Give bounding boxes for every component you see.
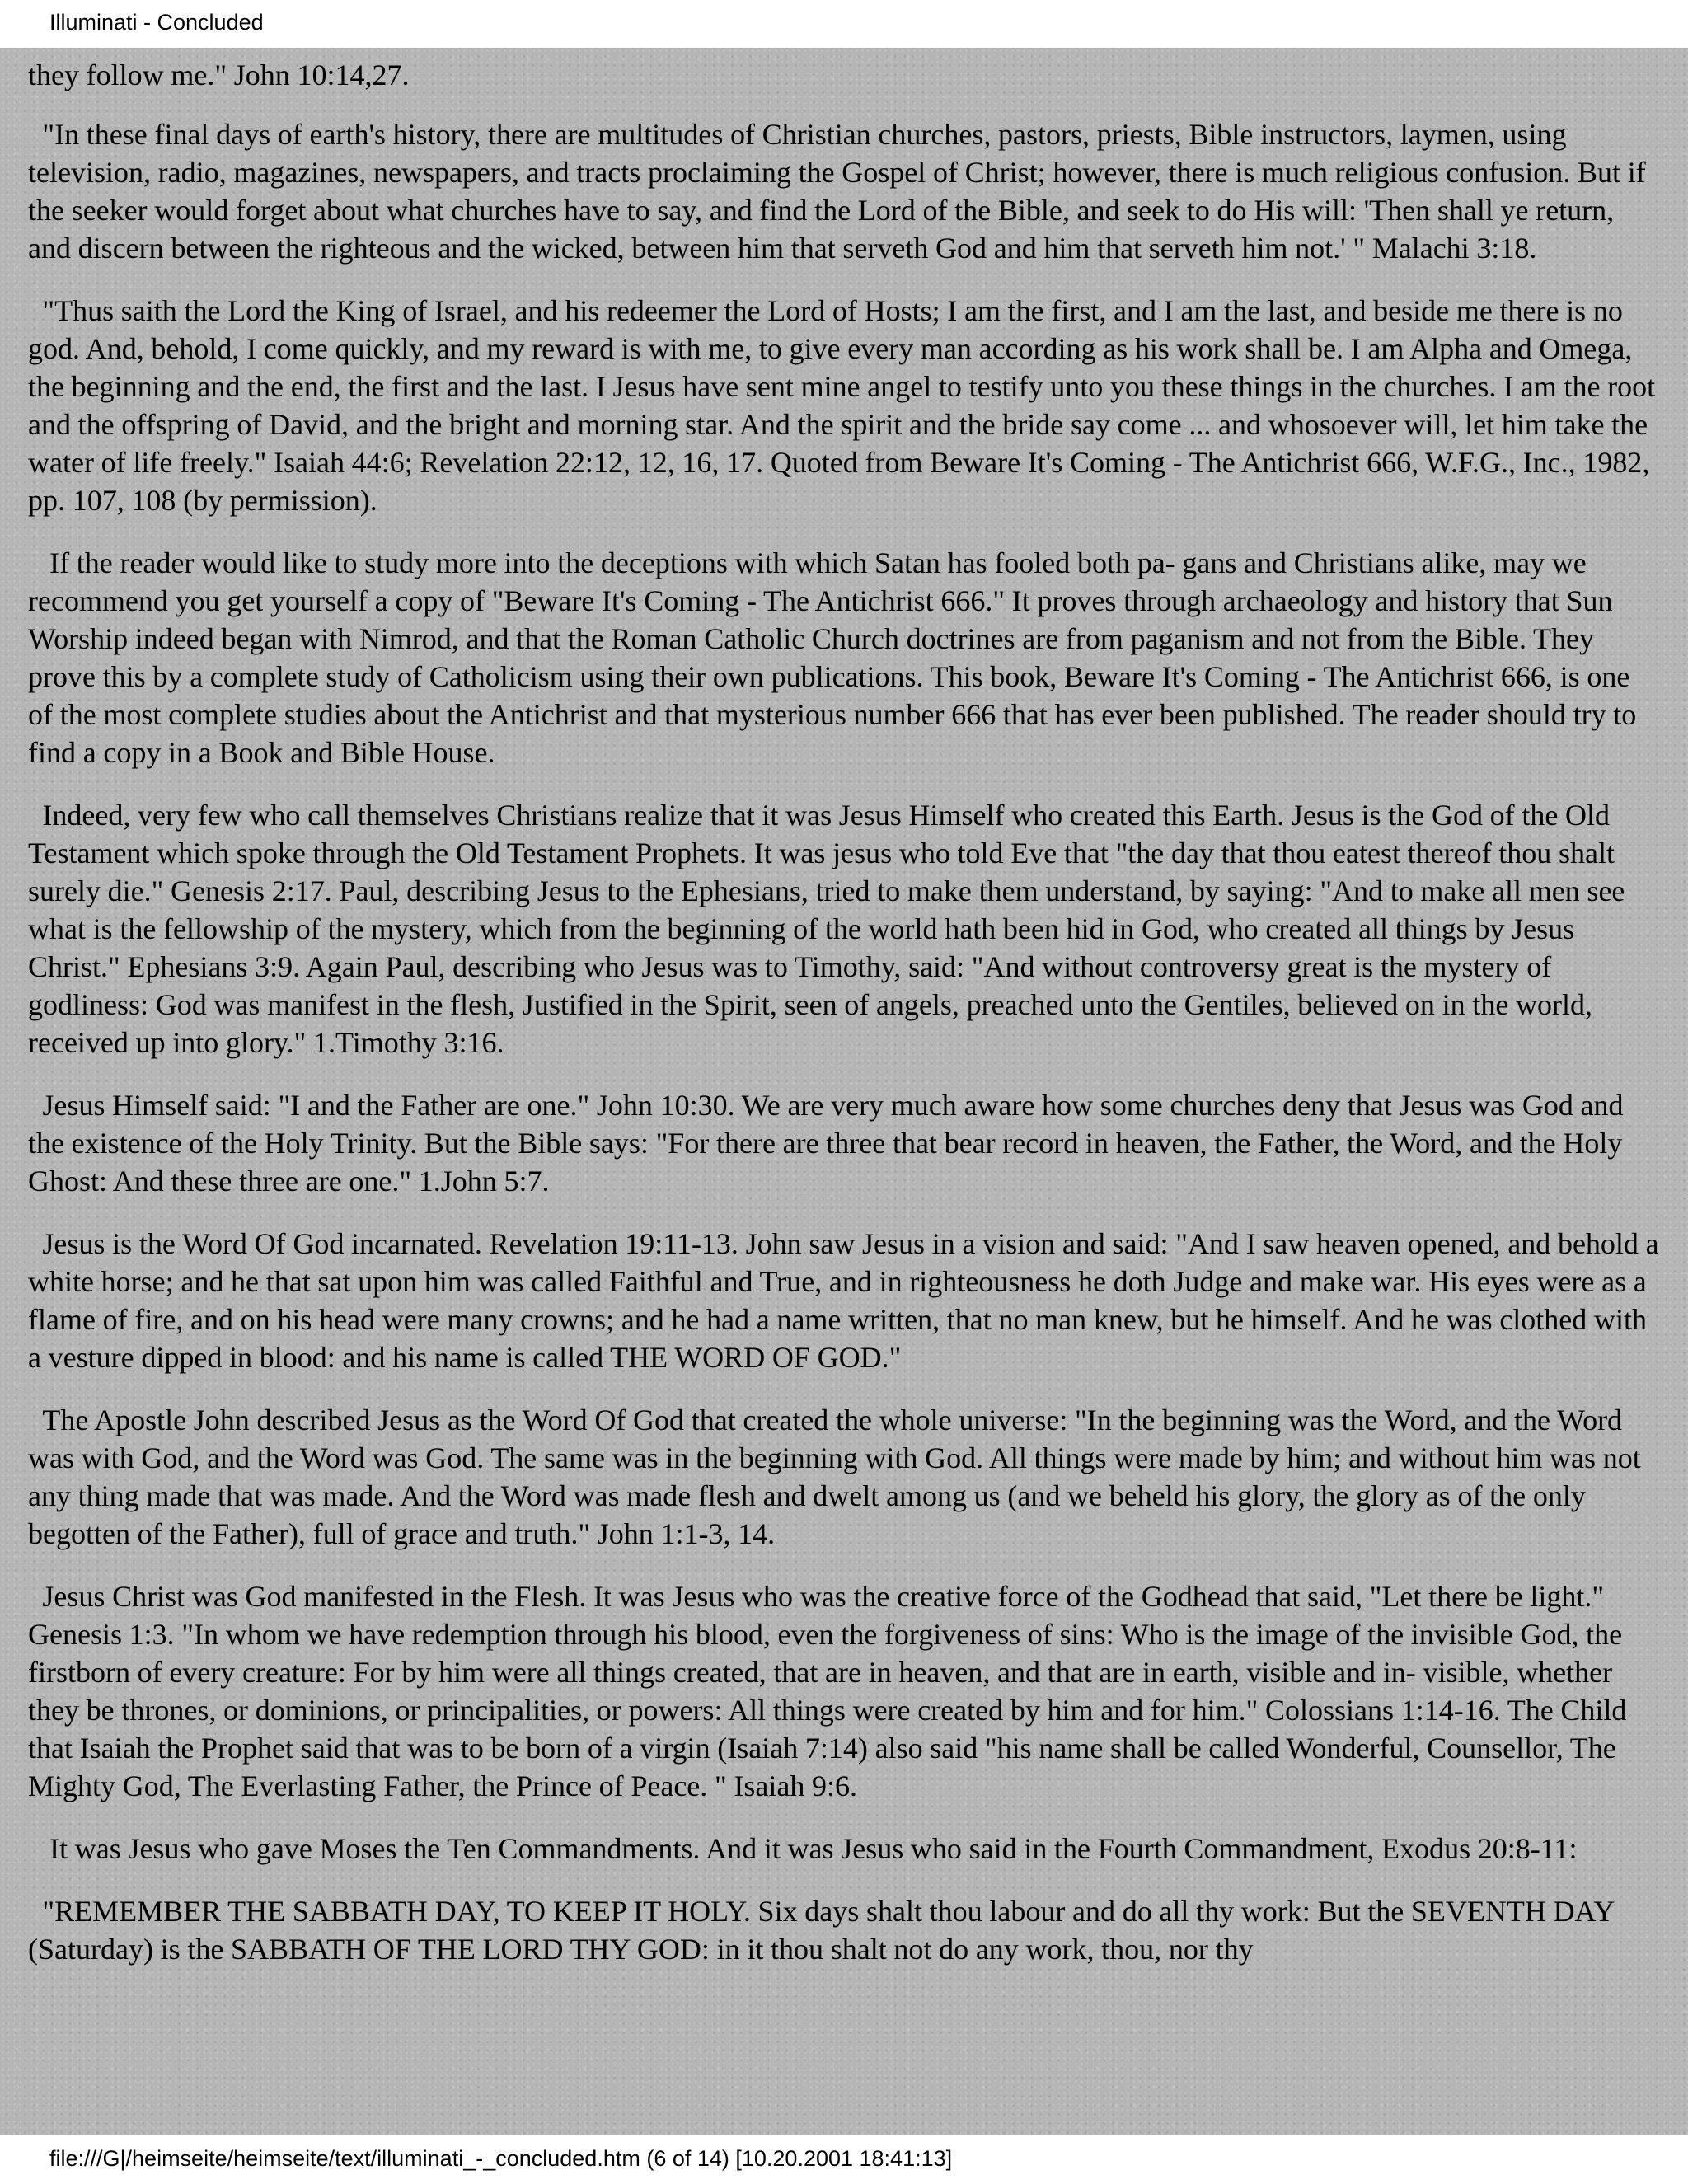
paragraph-8: The Apostle John described Jesus as the Word Of God that created the whole universe: "In the beginning was the Word, and the Word was with God, and the Word was God. The same was in the beginning with God. All things were made by him; and without him was not any thing made that was made. And the Word was made flesh and dwelt among us (and we beheld his glory, the glory as of the only begotten of the Father), full of grace and truth." John 1:1-3, 14. bbox=[28, 1404, 1641, 1550]
paragraph-11: "REMEMBER THE SABBATH DAY, TO KEEP IT HOLY. Six days shalt thou labour and do all thy work: But the SEVENTH DAY (Saturday) is the SABBATH OF THE LORD THY GOD: in it thou shalt not do any work, thou, nor thy bbox=[28, 1895, 1614, 1966]
paragraph-6: Jesus Himself said: "I and the Father are one." John 10:30. We are very much aware how some churches deny that Jesus was God and the existence of the Holy Trinity. But the Bible says: "For there are three that bear record in heaven, the Father, the Word, and the Holy Ghost: And these three are one." 1.John 5:7. bbox=[28, 1089, 1624, 1197]
paragraph-2: "In these final days of earth's history, there are multitudes of Christian churches, pastors, priests, Bible instructors, laymen, using television, radio, magazines, newspapers, and tracts proclaiming the Gospel of Christ; however, there is much religious confusion. But if the seeker would forget about what churches have to say, and find the Lord of the Bible, and seek to do His will: 'Then shall ye return, and discern between the righteous and the wicked, between him that serveth God and him that serveth him not.' " Malachi 3:18. bbox=[28, 118, 1646, 265]
paragraph-9: Jesus Christ was God manifested in the Flesh. It was Jesus who was the creative force of the Godhead that said, "Let there be light." Genesis 1:3. "In whom we have redemption through his blood, even the forgiveness of sins: Who is the image of the invisible God, the firstborn of every creature: For by him were all things created, that are in heaven, and that are in earth, visible and in- visible, whether they be thrones, or dominions, or principalities, or powers: All things were created by him and for him." Colossians 1:14-16. The Child that Isaiah the Prophet said that was to be born of a virgin (Isaiah 7:14) also said "his name shall be called Wonderful, Counsellor, The Mighty God, The Everlasting Father, the Prince of Peace. " Isaiah 9:6. bbox=[28, 1580, 1627, 1802]
paragraph-7: Jesus is the Word Of God incarnated. Revelation 19:11-13. John saw Jesus in a vision and said: "And I saw heaven opened, and behold a white horse; and he that sat upon him was called Faithful and True, and in righteousness he doth Judge and make war. His eyes were as a flame of fire, and on his head were many crowns; and he had a name written, that no man knew, but he himself. And he was clothed with a vesture dipped in blood: and his name is called THE WORD OF GOD." bbox=[28, 1227, 1659, 1374]
page-title: Illuminati - Concluded bbox=[49, 10, 264, 35]
paragraph-5: Indeed, very few who call themselves Christians realize that it was Jesus Himself who created this Earth. Jesus is the God of the Old Testament which spoke through the Old Testament Prophets. It was jesus who told Eve that "the day that thou eatest thereof thou shalt surely die." Genesis 2:17. Paul, describing Jesus to the Ephesians, tried to make them understand, by saying: "And to make all men see what is the fellowship of the mystery, which from the beginning of the world hath been hid in God, who created all things by Jesus Christ." Ephesians 3:9. Again Paul, describing who Jesus was to Timothy, said: "And without controversy great is the mystery of godliness: God was manifest in the flesh, Justified in the Spirit, seen of angels, preached unto the Gentiles, believed on in the world, received up into glory." 1.Timothy 3:16. bbox=[28, 799, 1625, 1059]
document-body bbox=[0, 48, 1688, 2135]
paragraph-4: If the reader would like to study more into the deceptions with which Satan has fooled both pa- gans and Christians alike, may we recommend you get yourself a copy of "Beware It's Coming - The Antichrist 666." It proves through archaeology and history that Sun Worship indeed began with Nimrod, and that the Roman Catholic Church doctrines are from paganism and not from the Bible. They prove this by a complete study of Catholicism using their own publications. This book, Beware It's Coming - The Antichrist 666, is one of the most complete studies about the Antichrist and that mysterious number 666 that has ever been published. The reader should try to find a copy in a Book and Bible House. bbox=[28, 546, 1637, 769]
paragraph-3: "Thus saith the Lord the King of Israel, and his redeemer the Lord of Hosts; I am the first, and I am the last, and beside me there is no god. And, behold, I come quickly, and my reward is with me, to give every man according as his work shall be. I am Alpha and Omega, the beginning and the end, the first and the last. I Jesus have sent mine angel to testify unto you these things in the churches. I am the root and the offspring of David, and the bright and morning star. And the spirit and the bride say come ... and whosoever will, let him take the water of life freely." Isaiah 44:6; Revelation 22:12, 12, 16, 17. Quoted from Beware It's Coming - The Antichrist 666, W.F.G., Inc., 1982, pp. 107, 108 (by permission). bbox=[28, 294, 1656, 517]
footer-file-url: file:///G|/heimseite/heimseite/text/illuminati_-_concluded.htm (6 of 14) [10.20.2001 18:41:13] bbox=[49, 2146, 953, 2171]
paragraph-10: It was Jesus who gave Moses the Ten Commandments. And it was Jesus who said in the Fourth Commandment, Exodus 20:8-11: bbox=[28, 1832, 1578, 1865]
document-text bbox=[28, 56, 1660, 1993]
page-footer bbox=[0, 2135, 1688, 2184]
page-header bbox=[0, 0, 1688, 48]
paragraph-1: they follow me." John 10:14,27. bbox=[28, 59, 410, 91]
